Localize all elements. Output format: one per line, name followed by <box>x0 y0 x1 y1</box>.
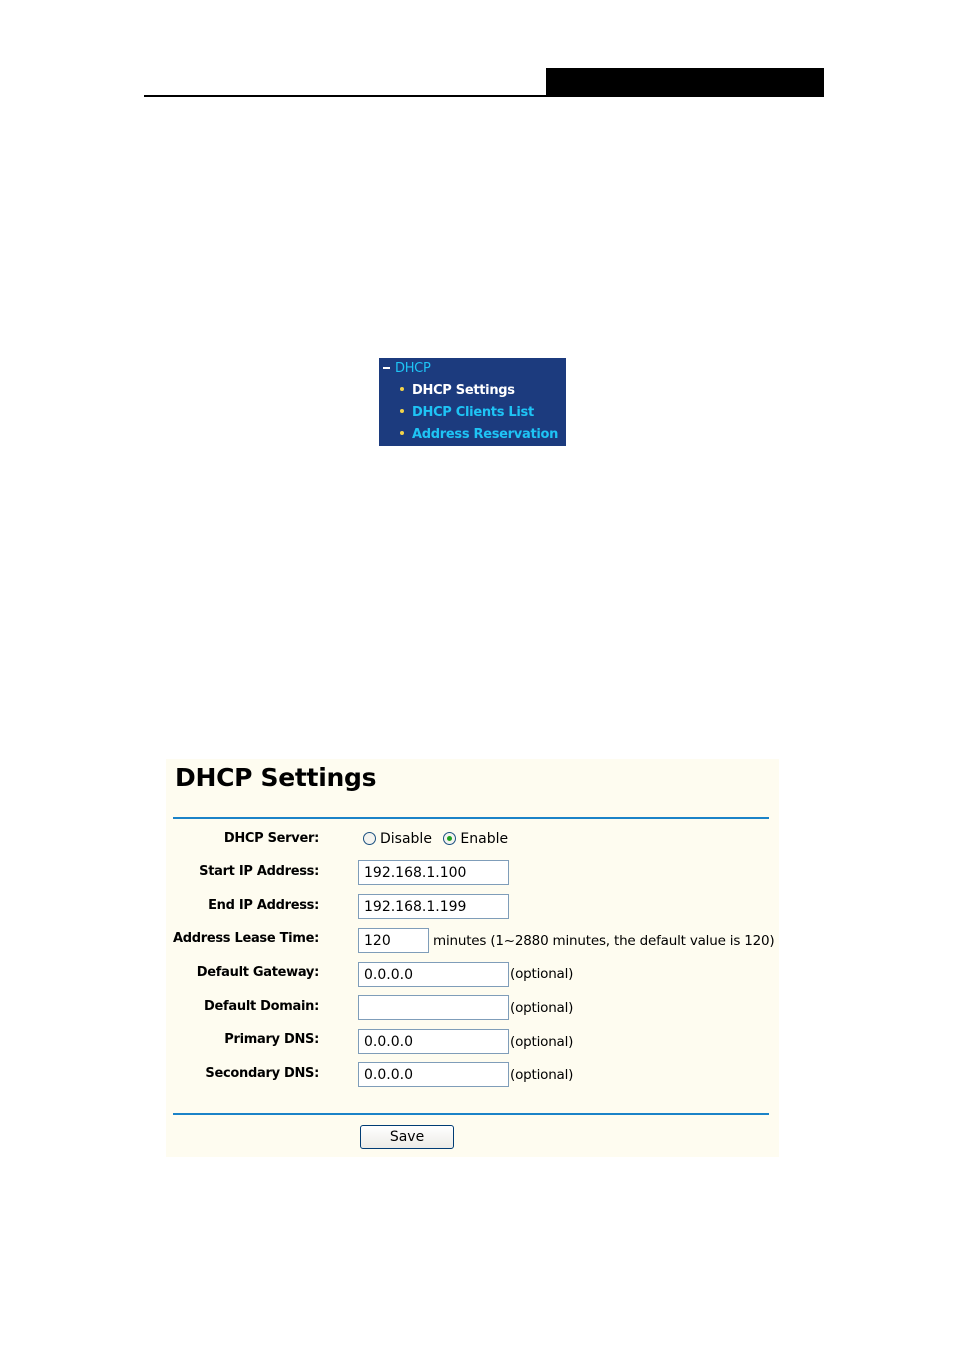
page-header-rule <box>144 95 824 97</box>
save-button[interactable]: Save <box>360 1125 454 1149</box>
menu-item-label: DHCP Settings <box>412 383 515 398</box>
primary-dns-input[interactable] <box>358 1029 509 1054</box>
disable-radio[interactable] <box>363 832 376 845</box>
menu-item-dhcp-settings[interactable] <box>379 382 566 404</box>
menu-header-label: DHCP <box>395 361 431 376</box>
menu-item-address-reservation[interactable] <box>379 426 566 448</box>
primary-dns-label: Primary DNS: <box>224 1032 319 1047</box>
enable-radio[interactable] <box>443 832 456 845</box>
primary-dns-hint: (optional) <box>510 1034 574 1050</box>
default-domain-input[interactable] <box>358 995 509 1020</box>
default-gateway-hint: (optional) <box>510 966 574 982</box>
page-title: DHCP Settings <box>175 763 377 792</box>
dhcp-server-label: DHCP Server: <box>223 831 319 846</box>
bullet-icon <box>400 387 404 391</box>
secondary-dns-input[interactable] <box>358 1062 509 1087</box>
default-domain-label: Default Domain: <box>204 999 319 1014</box>
lease-time-label: Address Lease Time: <box>172 931 319 946</box>
bullet-icon <box>400 409 404 413</box>
collapse-icon <box>383 367 390 369</box>
enable-radio-label: Enable <box>460 831 509 847</box>
lease-time-input[interactable] <box>358 928 429 953</box>
top-divider <box>173 817 769 819</box>
disable-radio-label: Disable <box>380 831 432 847</box>
page-header-bar <box>546 68 824 97</box>
default-gateway-label: Default Gateway: <box>196 965 319 980</box>
end-ip-label: End IP Address: <box>208 898 319 913</box>
lease-time-hint: minutes (1~2880 minutes, the default value is 120) <box>433 933 775 949</box>
dhcp-server-radio-group <box>363 831 515 847</box>
start-ip-label: Start IP Address: <box>199 864 319 879</box>
default-domain-hint: (optional) <box>510 1000 574 1016</box>
menu-item-dhcp-clients-list[interactable] <box>379 404 566 426</box>
default-gateway-input[interactable] <box>358 962 509 987</box>
start-ip-input[interactable] <box>358 860 509 885</box>
bullet-icon <box>400 431 404 435</box>
menu-header-dhcp[interactable] <box>379 360 566 382</box>
dhcp-menu <box>379 358 566 446</box>
dhcp-server-disable-option[interactable] <box>363 831 432 847</box>
menu-item-label: Address Reservation <box>412 427 559 442</box>
dhcp-server-enable-option[interactable] <box>443 831 508 847</box>
secondary-dns-hint: (optional) <box>510 1067 574 1083</box>
menu-item-label: DHCP Clients List <box>412 405 534 420</box>
dhcp-settings-panel <box>166 759 779 1157</box>
end-ip-input[interactable] <box>358 894 509 919</box>
secondary-dns-label: Secondary DNS: <box>205 1066 319 1081</box>
bottom-divider <box>173 1113 769 1115</box>
